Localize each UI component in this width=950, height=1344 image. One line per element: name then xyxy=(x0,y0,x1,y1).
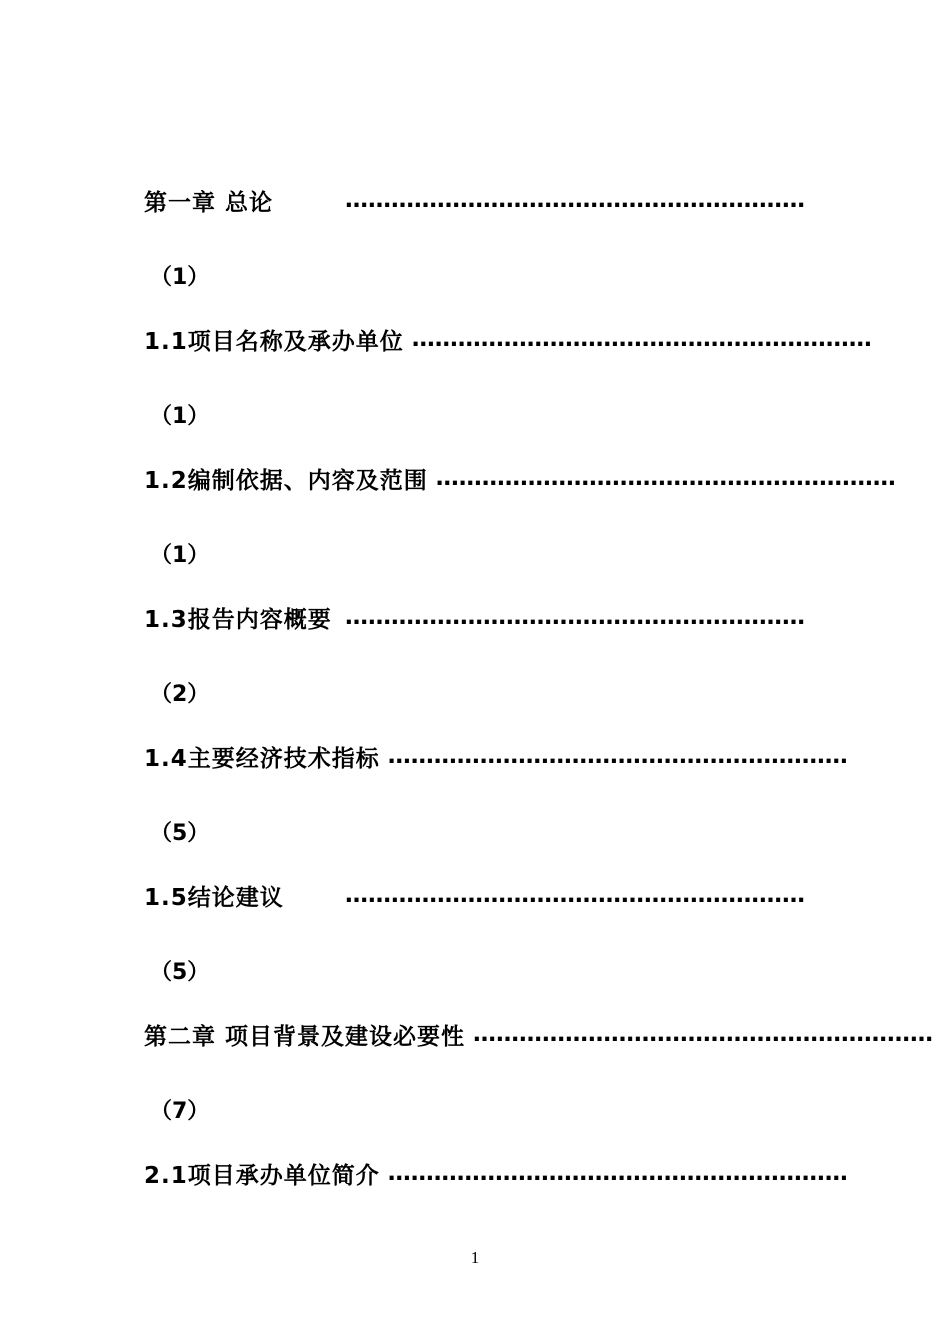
toc-title: 1.5结论建议 xyxy=(144,884,284,911)
toc-page-ref: （7） xyxy=(150,1098,210,1124)
toc-page-ref: （5） xyxy=(150,820,210,846)
toc-leader: …………………………………………………… xyxy=(435,465,896,491)
toc-title: 1.3报告内容概要 xyxy=(144,606,332,633)
toc-title: 第二章 项目背景及建设必要性 xyxy=(144,1023,466,1050)
toc-entry-1-1 xyxy=(144,319,872,359)
toc-leader: …………………………………………………… xyxy=(345,187,805,213)
toc-entry-2-1 xyxy=(144,1153,848,1193)
toc-leader: …………………………………………………… xyxy=(387,1160,848,1186)
toc-entry-1-4 xyxy=(144,736,848,776)
toc-title: 2.1项目承办单位简介 xyxy=(144,1162,380,1189)
toc-leader: …………………………………………………… xyxy=(387,743,848,769)
toc-leader: …………………………………………………… xyxy=(473,1021,934,1047)
toc-entry-1-2 xyxy=(144,458,896,498)
toc-leader: …………………………………………………… xyxy=(345,604,805,630)
toc-page-ref: （2） xyxy=(150,681,210,707)
toc-page-ref: （5） xyxy=(150,959,210,985)
toc-title: 第一章 总论 xyxy=(144,189,274,216)
toc-entry-ch2 xyxy=(144,1014,934,1054)
toc-title: 1.1项目名称及承办单位 xyxy=(144,328,404,355)
toc-leader: …………………………………………………… xyxy=(345,882,805,908)
toc-leader: …………………………………………………… xyxy=(411,326,872,352)
toc-page-ref: （1） xyxy=(150,264,210,290)
toc-entry-1-3 xyxy=(144,597,805,637)
toc-entry-1-5 xyxy=(144,875,805,915)
toc-title: 1.4主要经济技术指标 xyxy=(144,745,380,772)
toc-page-ref: （1） xyxy=(150,542,210,568)
toc-entry-ch1 xyxy=(144,180,805,220)
toc-page-ref: （1） xyxy=(150,403,210,429)
page-number: 1 xyxy=(470,1248,480,1267)
toc-title: 1.2编制依据、内容及范围 xyxy=(144,467,428,494)
